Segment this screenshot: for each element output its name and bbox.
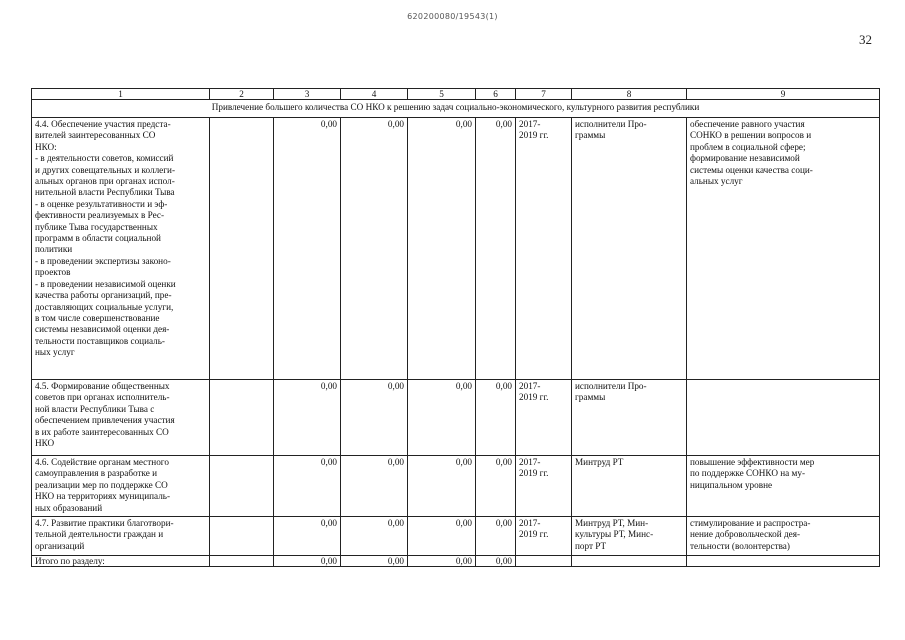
column-number: 3 — [274, 89, 341, 100]
activity-name: 4.4. Обеспечение участия предста- вителей заинтересованных СО НКО: - в деятельности советов, комиссий и других совещательных и коллеги- альных органов при органах испол- нительной власти Республики Тыва - в оценке результативности и эф- фективности реализуемых в Рес- публике Тыва государственных программ в области социальной политики - в проведении экспертизы законо- проектов - в проведении независимой оценки качества работы организаций, пре- доставляющих социальные услуги, в том числе совершенствование системы независимой оценки дея- тельности поставщиков социаль- ных услуг — [32, 118, 210, 380]
period-cell: 2017- 2019 гг. — [516, 456, 572, 517]
funding-source-cell — [210, 118, 274, 380]
total-empty-cell — [572, 556, 687, 567]
table-row — [32, 456, 880, 517]
column-number: 4 — [341, 89, 408, 100]
result-cell: повышение эффективности мер по поддержке СОНКО на му- ниципальном уровне — [687, 456, 880, 517]
total-amount-cell: 0,00 — [408, 556, 476, 567]
period-cell: 2017- 2019 гг. — [516, 517, 572, 556]
column-number: 5 — [408, 89, 476, 100]
period-cell: 2017- 2019 гг. — [516, 380, 572, 456]
amount-cell: 0,00 — [274, 380, 341, 456]
executors-cell: исполнители Про- граммы — [572, 380, 687, 456]
amount-cell: 0,00 — [476, 118, 516, 380]
program-activities-table — [31, 88, 880, 567]
column-number: 8 — [572, 89, 687, 100]
column-number: 7 — [516, 89, 572, 100]
total-empty-cell — [516, 556, 572, 567]
total-amount-cell: 0,00 — [274, 556, 341, 567]
column-number: 2 — [210, 89, 274, 100]
amount-cell: 0,00 — [408, 517, 476, 556]
result-cell — [687, 380, 880, 456]
total-label: Итого по разделу: — [32, 556, 210, 567]
executors-cell: Минтруд РТ — [572, 456, 687, 517]
amount-cell: 0,00 — [274, 118, 341, 380]
column-number: 9 — [687, 89, 880, 100]
amount-cell: 0,00 — [408, 380, 476, 456]
amount-cell: 0,00 — [274, 517, 341, 556]
amount-cell: 0,00 — [476, 456, 516, 517]
activity-name: 4.7. Развитие практики благотвори- тельной деятельности граждан и организаций — [32, 517, 210, 556]
amount-cell: 0,00 — [274, 456, 341, 517]
column-number: 6 — [476, 89, 516, 100]
section-title: Привлечение большего количества СО НКО к решению задач социально-экономического, культурного развития республики — [32, 100, 880, 118]
executors-cell: Минтруд РТ, Мин- культуры РТ, Минс- порт РТ — [572, 517, 687, 556]
amount-cell: 0,00 — [341, 380, 408, 456]
amount-cell: 0,00 — [341, 118, 408, 380]
amount-cell: 0,00 — [341, 517, 408, 556]
result-cell: стимулирование и распростра- нение добровольческой дея- тельности (волонтерства) — [687, 517, 880, 556]
amount-cell: 0,00 — [408, 456, 476, 517]
amount-cell: 0,00 — [341, 456, 408, 517]
column-number: 1 — [32, 89, 210, 100]
funding-source-cell — [210, 380, 274, 456]
section-title-row — [32, 100, 880, 118]
funding-source-cell — [210, 456, 274, 517]
period-cell: 2017- 2019 гг. — [516, 118, 572, 380]
funding-source-cell — [210, 517, 274, 556]
total-empty-cell — [687, 556, 880, 567]
table-row — [32, 517, 880, 556]
total-row — [32, 556, 880, 567]
executors-cell: исполнители Про- граммы — [572, 118, 687, 380]
amount-cell: 0,00 — [476, 380, 516, 456]
result-cell: обеспечение равного участия СОНКО в решении вопросов и проблем в социальной сфере; формирование независимой системы оценки качества соци- альных услуг — [687, 118, 880, 380]
activity-name: 4.6. Содействие органам местного самоуправления в разработке и реализации мер по поддержке СО НКО на территориях муниципаль- ных образований — [32, 456, 210, 517]
column-number-row — [32, 89, 880, 100]
amount-cell: 0,00 — [408, 118, 476, 380]
amount-cell: 0,00 — [476, 517, 516, 556]
document-id: 620200080/19543(1) — [407, 12, 498, 21]
activity-name: 4.5. Формирование общественных советов при органах исполнитель- ной власти Республики Тыва с обеспечением привлечения участия в их работе заинтересованных СО НКО — [32, 380, 210, 456]
total-amount-cell: 0,00 — [476, 556, 516, 567]
table-row — [32, 380, 880, 456]
page-number: 32 — [859, 32, 872, 47]
total-amount-cell: 0,00 — [341, 556, 408, 567]
table-row — [32, 118, 880, 380]
total-funding-source-cell — [210, 556, 274, 567]
